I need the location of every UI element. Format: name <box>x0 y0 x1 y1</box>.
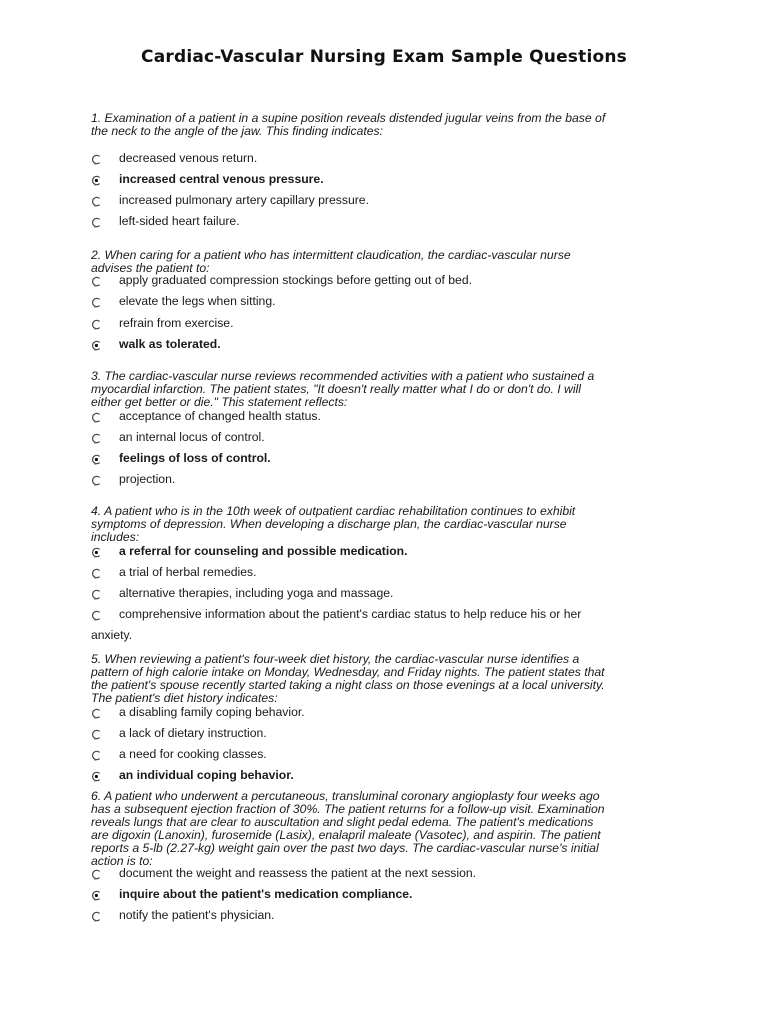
question-4-option-2[interactable] <box>91 565 691 581</box>
question-text-line: 4. A patient who is in the 10th week of outpatient cardiac rehabilitation continues to exhibit <box>91 504 576 518</box>
question-text-line: the neck to the angle of the jaw. This finding indicates: <box>91 124 384 138</box>
question-2-option-4[interactable] <box>91 337 691 353</box>
radio-selected-icon[interactable] <box>91 547 101 557</box>
radio-icon[interactable] <box>91 869 101 879</box>
option-label: a trial of herbal remedies. <box>119 565 257 579</box>
question-text-line: the patient's spouse recently started taking a night class on those evenings at a local university. <box>91 678 605 692</box>
question-text-line: 6. A patient who underwent a percutaneous, transluminal coronary angioplasty four weeks ago <box>91 789 600 803</box>
question-text-line: pattern of high calorie intake on Monday, Wednesday, and Friday nights. The patient states that <box>91 665 605 679</box>
option-label: a disabling family coping behavior. <box>119 705 305 719</box>
question-5-text <box>91 653 691 705</box>
question-text-line: action is to: <box>91 854 153 868</box>
option-label: increased pulmonary artery capillary pressure. <box>119 193 369 207</box>
question-2-option-2[interactable] <box>91 294 691 310</box>
radio-selected-icon[interactable] <box>91 340 101 350</box>
radio-icon[interactable] <box>91 475 101 485</box>
question-text-line: 2. When caring for a patient who has intermittent claudication, the cardiac-vascular nurse <box>91 248 571 262</box>
question-5-option-3[interactable] <box>91 747 691 763</box>
question-6-option-2[interactable] <box>91 887 691 903</box>
option-label: refrain from exercise. <box>119 316 234 330</box>
question-3-text <box>91 370 691 409</box>
question-4-option-1[interactable] <box>91 544 691 560</box>
question-1-option-3[interactable] <box>91 193 691 209</box>
radio-icon[interactable] <box>91 412 101 422</box>
option-label: acceptance of changed health status. <box>119 409 321 423</box>
question-text-line: advises the patient to: <box>91 261 210 275</box>
question-1-text <box>91 112 691 138</box>
question-6-option-3[interactable] <box>91 908 691 924</box>
question-1-option-1[interactable] <box>91 151 691 167</box>
option-label: feelings of loss of control. <box>119 451 271 465</box>
radio-icon[interactable] <box>91 568 101 578</box>
question-text-line: reveals lungs that are clear to auscultation and slight pedal edema. The patient's medications <box>91 815 594 829</box>
radio-icon[interactable] <box>91 276 101 286</box>
question-3-option-2[interactable] <box>91 430 691 446</box>
option-label: decreased venous return. <box>119 151 258 165</box>
question-5-option-2[interactable] <box>91 726 691 742</box>
question-2-option-3[interactable] <box>91 316 691 332</box>
radio-icon[interactable] <box>91 750 101 760</box>
question-3-option-4[interactable] <box>91 472 691 488</box>
radio-icon[interactable] <box>91 589 101 599</box>
question-text-line: 3. The cardiac-vascular nurse reviews recommended activities with a patient who sustained a <box>91 369 595 383</box>
question-text-line: either get better or die." This statement reflects: <box>91 395 348 409</box>
option-label-continuation: anxiety. <box>91 628 133 642</box>
option-label: increased central venous pressure. <box>119 172 324 186</box>
question-text-line: 1. Examination of a patient in a supine position reveals distended jugular veins from the base of <box>91 111 606 125</box>
option-label: an individual coping behavior. <box>119 768 294 782</box>
option-label: a referral for counseling and possible medication. <box>119 544 408 558</box>
option-label: document the weight and reassess the patient at the next session. <box>119 866 477 880</box>
question-1-option-2[interactable] <box>91 172 691 188</box>
question-3-option-1[interactable] <box>91 409 691 425</box>
option-label: projection. <box>119 472 176 486</box>
question-text-line: 5. When reviewing a patient's four-week diet history, the cardiac-vascular nurse identifies a <box>91 652 580 666</box>
radio-icon[interactable] <box>91 610 101 620</box>
question-text-line: has a subsequent ejection fraction of 30%. The patient returns for a follow-up visit. Examination <box>91 802 605 816</box>
option-label: a lack of dietary instruction. <box>119 726 267 740</box>
option-label: an internal locus of control. <box>119 430 265 444</box>
question-text-line: are digoxin (Lanoxin), furosemide (Lasix), enalapril maleate (Vasotec), and aspirin. The patient <box>91 828 601 842</box>
question-6-option-1[interactable] <box>91 866 691 882</box>
option-label: inquire about the patient's medication compliance. <box>119 887 413 901</box>
question-5-option-4[interactable] <box>91 768 691 784</box>
radio-icon[interactable] <box>91 729 101 739</box>
option-label: comprehensive information about the patient's cardiac status to help reduce his or her <box>119 607 582 621</box>
radio-icon[interactable] <box>91 708 101 718</box>
option-label: apply graduated compression stockings before getting out of bed. <box>119 273 472 287</box>
question-3-option-3[interactable] <box>91 451 691 467</box>
question-6-text <box>91 790 691 868</box>
option-label: notify the patient's physician. <box>119 908 275 922</box>
radio-selected-icon[interactable] <box>91 890 101 900</box>
option-label: elevate the legs when sitting. <box>119 294 276 308</box>
question-2-text <box>91 249 691 275</box>
question-4-option-3[interactable] <box>91 586 691 602</box>
radio-icon[interactable] <box>91 196 101 206</box>
question-1-option-4[interactable] <box>91 214 691 230</box>
question-text-line: symptoms of depression. When developing a discharge plan, the cardiac-vascular nurse <box>91 517 567 531</box>
radio-selected-icon[interactable] <box>91 175 101 185</box>
option-label: left-sided heart failure. <box>119 214 240 228</box>
question-text-line: includes: <box>91 530 140 544</box>
option-label: alternative therapies, including yoga and massage. <box>119 586 394 600</box>
radio-icon[interactable] <box>91 297 101 307</box>
question-text-line: myocardial infarction. The patient states, "It doesn't really matter what I do or don't do. I will <box>91 382 581 396</box>
question-5-option-1[interactable] <box>91 705 691 721</box>
radio-icon[interactable] <box>91 433 101 443</box>
page-title: Cardiac-Vascular Nursing Exam Sample Questions <box>141 47 627 67</box>
question-2-option-1[interactable] <box>91 273 691 289</box>
radio-selected-icon[interactable] <box>91 454 101 464</box>
question-4-text <box>91 505 691 544</box>
radio-icon[interactable] <box>91 319 101 329</box>
radio-icon[interactable] <box>91 911 101 921</box>
question-text-line: The patient's diet history indicates: <box>91 691 278 705</box>
option-label: walk as tolerated. <box>119 337 221 351</box>
radio-icon[interactable] <box>91 217 101 227</box>
radio-selected-icon[interactable] <box>91 771 101 781</box>
question-text-line: reports a 5-lb (2.27-kg) weight gain over the past two days. The cardiac-vascular nurse's initial <box>91 841 599 855</box>
option-label: a need for cooking classes. <box>119 747 267 761</box>
radio-icon[interactable] <box>91 154 101 164</box>
question-4-option-4[interactable] <box>91 607 691 623</box>
